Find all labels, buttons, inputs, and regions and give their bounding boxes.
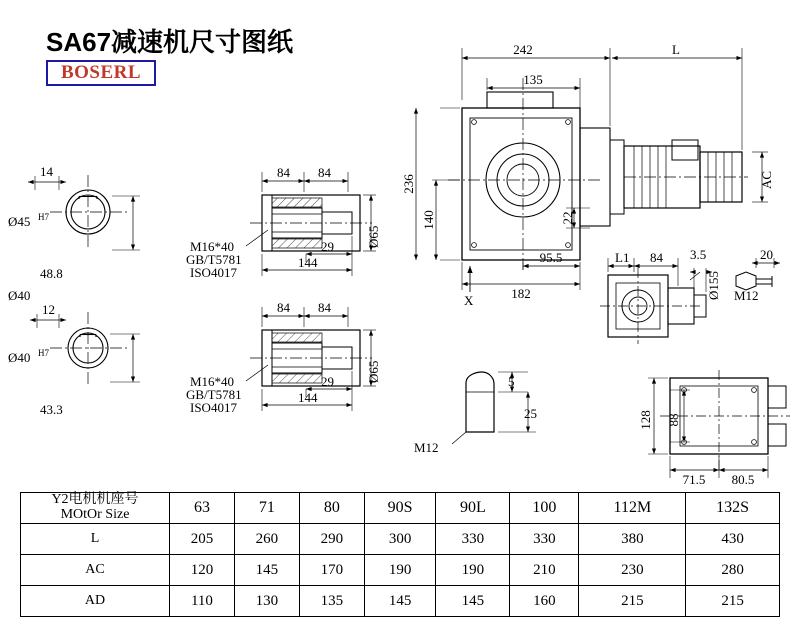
note-gb-b: GB/T5781 — [186, 387, 242, 402]
dim-label-84a: 84 — [277, 165, 290, 180]
dim-label-80-5: 80.5 — [731, 472, 755, 487]
dim-label-242: 242 — [513, 42, 533, 57]
dim-label-d40-plain: Ø40 — [8, 288, 31, 303]
dim-label-43-3: 43.3 — [40, 402, 63, 417]
table-cell: 145 — [436, 586, 510, 617]
dim-label-14: 14 — [40, 164, 53, 179]
dim-label-71-5: 71.5 — [682, 472, 706, 487]
dim-label-84e: 84 — [650, 250, 663, 265]
table-cell: 205 — [170, 524, 235, 555]
motor-size-table — [20, 492, 780, 617]
table-cell: 330 — [510, 524, 579, 555]
dim-label-128: 128 — [638, 410, 653, 430]
table-cell: 190 — [364, 555, 436, 586]
table-cell: 290 — [299, 524, 364, 555]
table-cell: 210 — [510, 555, 579, 586]
dim-label-84c: 84 — [277, 300, 290, 315]
dim-label-AC: AC — [759, 170, 774, 190]
dim-label-L: L — [672, 42, 680, 57]
table-cell: 430 — [686, 524, 780, 555]
dim-label-22: 22 — [560, 211, 575, 225]
table-cell: 145 — [234, 555, 299, 586]
dim-label-48-8: 48.8 — [40, 266, 63, 281]
dim-label-84b: 84 — [318, 165, 331, 180]
table-header-cell: 100 — [510, 493, 579, 524]
table-rowhead-label-cn: Y2电机机座号 — [51, 492, 139, 508]
dim-label-d45: Ø45 — [8, 214, 31, 229]
table-header-cell: 90L — [436, 493, 510, 524]
note-iso-a: ISO4017 — [190, 265, 237, 280]
table-header-cell: 80 — [299, 493, 364, 524]
table-cell: 300 — [364, 524, 436, 555]
table-cell: 190 — [436, 555, 510, 586]
dim-label-135: 135 — [523, 72, 543, 87]
dim-label-182: 182 — [511, 286, 531, 301]
dim-label-5: 5 — [508, 374, 515, 389]
table-cell: 330 — [436, 524, 510, 555]
table-row-label: AD — [21, 586, 170, 617]
dim-label-d65b: Ø65 — [366, 360, 381, 383]
table-row-label: AC — [21, 555, 170, 586]
table-row — [21, 555, 780, 586]
table-cell: 170 — [299, 555, 364, 586]
table-cell: 120 — [170, 555, 235, 586]
table-cell: 135 — [299, 586, 364, 617]
dim-label-d45-fit: H7 — [38, 212, 49, 222]
table-header-cell: 112M — [579, 493, 686, 524]
table-cell: 160 — [510, 586, 579, 617]
dim-label-84d: 84 — [318, 300, 331, 315]
dim-label-144a: 144 — [298, 255, 318, 270]
dim-label-140: 140 — [421, 210, 436, 230]
dim-label-25: 25 — [524, 406, 537, 421]
table-row-header — [21, 493, 780, 524]
dim-label-236: 236 — [401, 174, 416, 194]
dim-label-29a: 29 — [321, 239, 334, 254]
table-header-cell: 90S — [364, 493, 436, 524]
dim-label-d65a: Ø65 — [366, 225, 381, 248]
note-m16a: M16*40 — [190, 239, 235, 254]
table-header-cell: 132S — [686, 493, 780, 524]
view-label-X: X — [464, 293, 474, 308]
dim-label-12: 12 — [42, 302, 55, 317]
label-m12-right: M12 — [734, 288, 759, 303]
dim-label-d40: Ø40 — [8, 350, 31, 365]
table-cell: 280 — [686, 555, 780, 586]
dim-label-95-5: 95.5 — [539, 250, 563, 265]
table-row — [21, 586, 780, 617]
note-gb-a: GB/T5781 — [186, 252, 242, 267]
table-header-cell: 63 — [170, 493, 235, 524]
dim-label-29b: 29 — [321, 374, 334, 389]
brand-logo-text: BOSERL — [60, 62, 142, 83]
dim-label-d155: Ø155 — [706, 271, 721, 300]
table-cell: 215 — [579, 586, 686, 617]
dim-label-L1: L1 — [615, 250, 630, 265]
table-cell: 130 — [234, 586, 299, 617]
table-row — [21, 524, 780, 555]
dim-label-88: 88 — [666, 413, 681, 427]
table-cell: 380 — [579, 524, 686, 555]
table-cell: 110 — [170, 586, 235, 617]
table-header-cell: 71 — [234, 493, 299, 524]
table-cell: 260 — [234, 524, 299, 555]
table-row-label: L — [21, 524, 170, 555]
note-m16b: M16*40 — [190, 374, 235, 389]
label-m12-key: M12 — [414, 440, 439, 455]
dim-label-144b: 144 — [298, 390, 318, 405]
dim-label-d40-fit: H7 — [38, 348, 49, 358]
dim-label-3-5: 3.5 — [690, 247, 707, 262]
table-cell: 215 — [686, 586, 780, 617]
table-rowhead-motor-size — [21, 493, 170, 524]
dim-label-20: 20 — [760, 247, 773, 262]
page-title: SA67减速机尺寸图纸 — [46, 27, 294, 57]
table-cell: 230 — [579, 555, 686, 586]
note-iso-b: ISO4017 — [190, 400, 237, 415]
table-cell: 145 — [364, 586, 436, 617]
table-rowhead-label-en: MOtOr Size — [60, 507, 130, 522]
